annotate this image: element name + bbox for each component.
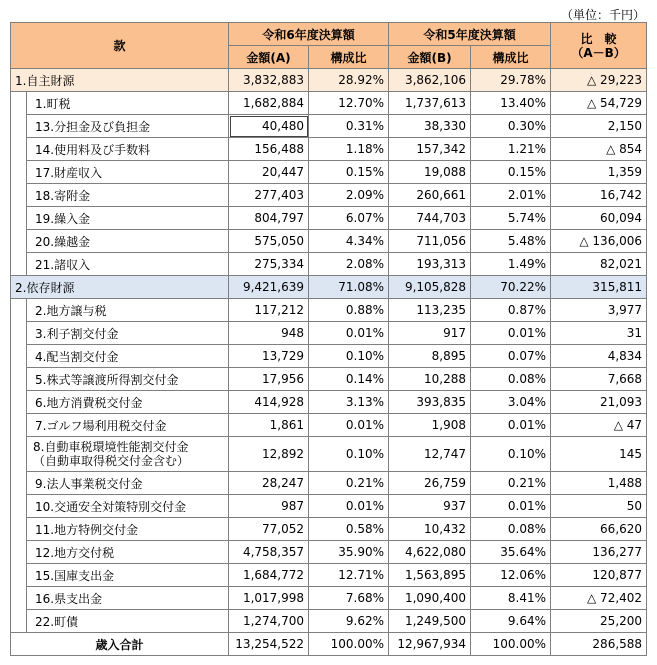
diff-cell: △ 136,006 xyxy=(551,230,647,253)
ratio-b-cell: 5.48% xyxy=(471,230,551,253)
item-label: 22.町債 xyxy=(27,610,229,633)
ratio-b-cell: 0.01% xyxy=(471,414,551,437)
table-row xyxy=(11,495,647,518)
amount-a-cell: 77,052 xyxy=(229,518,309,541)
item-label: 11.地方特例交付金 xyxy=(27,518,229,541)
revenue-table xyxy=(10,22,647,656)
table-row xyxy=(11,541,647,564)
amount-b-cell: 1,249,500 xyxy=(389,610,471,633)
diff-cell: 2,150 xyxy=(551,115,647,138)
table-row xyxy=(11,564,647,587)
indent-spacer xyxy=(11,345,27,368)
amount-b-cell: 917 xyxy=(389,322,471,345)
amount-b-cell: 393,835 xyxy=(389,391,471,414)
item-label: 20.繰越金 xyxy=(27,230,229,253)
amount-b-cell: 744,703 xyxy=(389,207,471,230)
ratio-a-cell: 0.01% xyxy=(309,414,389,437)
ratio-b-cell: 1.21% xyxy=(471,138,551,161)
ratio-a-cell: 0.15% xyxy=(309,161,389,184)
amount-b-cell: 1,090,400 xyxy=(389,587,471,610)
amount-b-cell: 113,235 xyxy=(389,299,471,322)
table-row xyxy=(11,610,647,633)
ratio-b-cell: 0.01% xyxy=(471,322,551,345)
amount-a-cell: 948 xyxy=(229,322,309,345)
ratio-a-cell: 1.18% xyxy=(309,138,389,161)
indent-spacer xyxy=(11,541,27,564)
item-label: 3.利子割交付金 xyxy=(27,322,229,345)
diff-cell: △ 854 xyxy=(551,138,647,161)
ratio-a-cell: 6.07% xyxy=(309,207,389,230)
table-row xyxy=(11,587,647,610)
category-label: 1.自主財源 xyxy=(11,69,229,92)
amount-a-cell: 275,334 xyxy=(229,253,309,276)
ratio-a-cell: 2.08% xyxy=(309,253,389,276)
indent-spacer xyxy=(11,495,27,518)
header-amount-b: 金額(B) xyxy=(389,46,471,69)
ratio-a-cell: 0.88% xyxy=(309,299,389,322)
header-category: 款 xyxy=(11,23,229,69)
ratio-b-cell: 5.74% xyxy=(471,207,551,230)
amount-b-cell: 26,759 xyxy=(389,472,471,495)
amount-b-cell: 1,737,613 xyxy=(389,92,471,115)
ratio-a-cell: 2.09% xyxy=(309,184,389,207)
table-row xyxy=(11,230,647,253)
diff-cell: △ 29,223 xyxy=(551,69,647,92)
indent-spacer xyxy=(11,322,27,345)
indent-spacer xyxy=(11,518,27,541)
ratio-b-cell: 35.64% xyxy=(471,541,551,564)
item-label: 6.地方消費税交付金 xyxy=(27,391,229,414)
indent-spacer xyxy=(11,253,27,276)
diff-cell: 1,488 xyxy=(551,472,647,495)
ratio-a-cell: 28.92% xyxy=(309,69,389,92)
indent-spacer xyxy=(11,437,27,472)
ratio-b-cell: 0.07% xyxy=(471,345,551,368)
indent-spacer xyxy=(11,230,27,253)
ratio-a-cell: 0.01% xyxy=(309,322,389,345)
header-compare-sub: （A－B） xyxy=(571,45,626,60)
indent-spacer xyxy=(11,472,27,495)
total-label: 歳入合計 xyxy=(11,633,229,656)
item-label: 5.株式等譲渡所得割交付金 xyxy=(27,368,229,391)
ratio-b-cell: 29.78% xyxy=(471,69,551,92)
indent-spacer xyxy=(11,564,27,587)
header-amount-a: 金額(A) xyxy=(229,46,309,69)
ratio-a-cell: 0.01% xyxy=(309,495,389,518)
table-row xyxy=(11,391,647,414)
amount-a-cell: 9,421,639 xyxy=(229,276,309,299)
item-label: 16.県支出金 xyxy=(27,587,229,610)
amount-a-cell: 13,729 xyxy=(229,345,309,368)
item-label-line2: （自動車取得税交付金含む） xyxy=(33,454,190,468)
amount-b-cell: 4,622,080 xyxy=(389,541,471,564)
category-label: 2.依存財源 xyxy=(11,276,229,299)
ratio-a-cell: 35.90% xyxy=(309,541,389,564)
amount-b-cell: 193,313 xyxy=(389,253,471,276)
item-label: 10.交通安全対策特別交付金 xyxy=(27,495,229,518)
amount-a-cell: 575,050 xyxy=(229,230,309,253)
amount-a-cell: 20,447 xyxy=(229,161,309,184)
table-row xyxy=(11,69,647,92)
ratio-b-cell: 0.08% xyxy=(471,368,551,391)
amount-b-cell: 9,105,828 xyxy=(389,276,471,299)
ratio-b-cell: 8.41% xyxy=(471,587,551,610)
item-label: 12.地方交付税 xyxy=(27,541,229,564)
header-fy5: 令和5年度決算額 xyxy=(389,23,551,46)
item-label: 15.国庫支出金 xyxy=(27,564,229,587)
amount-a-cell: 3,832,883 xyxy=(229,69,309,92)
diff-cell: 25,200 xyxy=(551,610,647,633)
amount-b-cell: 12,747 xyxy=(389,437,471,472)
ratio-b-cell: 9.64% xyxy=(471,610,551,633)
ratio-a-cell: 12.70% xyxy=(309,92,389,115)
ratio-a-cell: 0.14% xyxy=(309,368,389,391)
indent-spacer xyxy=(11,207,27,230)
amount-b-cell: 260,661 xyxy=(389,184,471,207)
amount-b-cell: 937 xyxy=(389,495,471,518)
table-row xyxy=(11,345,647,368)
ratio-a-cell: 12.71% xyxy=(309,564,389,587)
total-amount-b: 12,967,934 xyxy=(389,633,471,656)
diff-cell: 16,742 xyxy=(551,184,647,207)
ratio-b-cell: 0.08% xyxy=(471,518,551,541)
table-row xyxy=(11,161,647,184)
indent-spacer xyxy=(11,115,27,138)
table-row xyxy=(11,322,647,345)
header-compare xyxy=(551,23,647,69)
amount-a-cell: 1,684,772 xyxy=(229,564,309,587)
amount-a-cell: 40,480 xyxy=(229,115,309,138)
ratio-a-cell: 4.34% xyxy=(309,230,389,253)
ratio-b-cell: 0.01% xyxy=(471,495,551,518)
ratio-b-cell: 70.22% xyxy=(471,276,551,299)
total-ratio-a: 100.00% xyxy=(309,633,389,656)
item-label xyxy=(27,437,229,472)
diff-cell: 136,277 xyxy=(551,541,647,564)
diff-cell: △ 54,729 xyxy=(551,92,647,115)
amount-b-cell: 19,088 xyxy=(389,161,471,184)
header-compare-label: 比 較 xyxy=(580,31,617,46)
table-row xyxy=(11,138,647,161)
item-label: 4.配当割交付金 xyxy=(27,345,229,368)
ratio-a-cell: 0.10% xyxy=(309,437,389,472)
ratio-b-cell: 0.30% xyxy=(471,115,551,138)
ratio-a-cell: 0.21% xyxy=(309,472,389,495)
indent-spacer xyxy=(11,391,27,414)
diff-cell: 66,620 xyxy=(551,518,647,541)
ratio-b-cell: 0.15% xyxy=(471,161,551,184)
diff-cell: 50 xyxy=(551,495,647,518)
diff-cell: 3,977 xyxy=(551,299,647,322)
amount-b-cell: 1,908 xyxy=(389,414,471,437)
indent-spacer xyxy=(11,184,27,207)
table-row xyxy=(11,368,647,391)
amount-b-cell: 3,862,106 xyxy=(389,69,471,92)
ratio-a-cell: 3.13% xyxy=(309,391,389,414)
amount-a-cell: 1,274,700 xyxy=(229,610,309,633)
table-row xyxy=(11,253,647,276)
ratio-a-cell: 7.68% xyxy=(309,587,389,610)
table-row xyxy=(11,184,647,207)
amount-b-cell: 38,330 xyxy=(389,115,471,138)
amount-a-cell: 4,758,357 xyxy=(229,541,309,564)
amount-a-cell: 414,928 xyxy=(229,391,309,414)
diff-cell: 31 xyxy=(551,322,647,345)
table-row xyxy=(11,437,647,472)
indent-spacer xyxy=(11,138,27,161)
header-fy6: 令和6年度決算額 xyxy=(229,23,389,46)
amount-a-cell: 1,861 xyxy=(229,414,309,437)
ratio-b-cell: 2.01% xyxy=(471,184,551,207)
diff-cell: 4,834 xyxy=(551,345,647,368)
diff-cell: 60,094 xyxy=(551,207,647,230)
ratio-b-cell: 0.21% xyxy=(471,472,551,495)
table-row xyxy=(11,92,647,115)
header-ratio-a: 構成比 xyxy=(309,46,389,69)
table-row xyxy=(11,414,647,437)
indent-spacer xyxy=(11,414,27,437)
amount-b-cell: 10,432 xyxy=(389,518,471,541)
amount-a-cell: 804,797 xyxy=(229,207,309,230)
header-ratio-b: 構成比 xyxy=(471,46,551,69)
item-label: 13.分担金及び負担金 xyxy=(27,115,229,138)
amount-b-cell: 1,563,895 xyxy=(389,564,471,587)
ratio-b-cell: 0.87% xyxy=(471,299,551,322)
diff-cell: △ 47 xyxy=(551,414,647,437)
table-row xyxy=(11,276,647,299)
table-row xyxy=(11,115,647,138)
amount-b-cell: 157,342 xyxy=(389,138,471,161)
amount-a-cell: 1,017,998 xyxy=(229,587,309,610)
ratio-a-cell: 0.31% xyxy=(309,115,389,138)
amount-a-cell: 277,403 xyxy=(229,184,309,207)
item-label: 21.諸収入 xyxy=(27,253,229,276)
indent-spacer xyxy=(11,92,27,115)
ratio-a-cell: 0.58% xyxy=(309,518,389,541)
ratio-b-cell: 12.06% xyxy=(471,564,551,587)
indent-spacer xyxy=(11,299,27,322)
amount-b-cell: 10,288 xyxy=(389,368,471,391)
diff-cell: 21,093 xyxy=(551,391,647,414)
item-label: 9.法人事業税交付金 xyxy=(27,472,229,495)
ratio-a-cell: 71.08% xyxy=(309,276,389,299)
amount-a-cell: 17,956 xyxy=(229,368,309,391)
ratio-b-cell: 0.10% xyxy=(471,437,551,472)
indent-spacer xyxy=(11,587,27,610)
item-label: 1.町税 xyxy=(27,92,229,115)
unit-label: （単位：千円） xyxy=(560,8,645,22)
diff-cell: 315,811 xyxy=(551,276,647,299)
amount-a-cell: 1,682,884 xyxy=(229,92,309,115)
item-label: 17.財産収入 xyxy=(27,161,229,184)
table-row xyxy=(11,207,647,230)
ratio-b-cell: 13.40% xyxy=(471,92,551,115)
ratio-a-cell: 0.10% xyxy=(309,345,389,368)
total-row xyxy=(11,633,647,656)
diff-cell: △ 72,402 xyxy=(551,587,647,610)
total-diff: 286,588 xyxy=(551,633,647,656)
ratio-b-cell: 1.49% xyxy=(471,253,551,276)
amount-a-cell: 28,247 xyxy=(229,472,309,495)
item-label: 7.ゴルフ場利用税交付金 xyxy=(27,414,229,437)
item-label-line1: 8.自動車税環境性能割交付金 xyxy=(33,440,189,454)
amount-a-cell: 117,212 xyxy=(229,299,309,322)
total-ratio-b: 100.00% xyxy=(471,633,551,656)
amount-b-cell: 8,895 xyxy=(389,345,471,368)
amount-a-cell: 987 xyxy=(229,495,309,518)
table-row xyxy=(11,472,647,495)
item-label: 18.寄附金 xyxy=(27,184,229,207)
indent-spacer xyxy=(11,161,27,184)
item-label: 19.繰入金 xyxy=(27,207,229,230)
item-label: 2.地方譲与税 xyxy=(27,299,229,322)
diff-cell: 82,021 xyxy=(551,253,647,276)
amount-a-cell: 12,892 xyxy=(229,437,309,472)
diff-cell: 145 xyxy=(551,437,647,472)
table-row xyxy=(11,518,647,541)
ratio-b-cell: 3.04% xyxy=(471,391,551,414)
table-body xyxy=(11,69,647,656)
ratio-a-cell: 9.62% xyxy=(309,610,389,633)
table-row xyxy=(11,299,647,322)
diff-cell: 1,359 xyxy=(551,161,647,184)
total-amount-a: 13,254,522 xyxy=(229,633,309,656)
indent-spacer xyxy=(11,610,27,633)
diff-cell: 7,668 xyxy=(551,368,647,391)
amount-a-cell: 156,488 xyxy=(229,138,309,161)
item-label: 14.使用料及び手数料 xyxy=(27,138,229,161)
amount-b-cell: 711,056 xyxy=(389,230,471,253)
diff-cell: 120,877 xyxy=(551,564,647,587)
indent-spacer xyxy=(11,368,27,391)
